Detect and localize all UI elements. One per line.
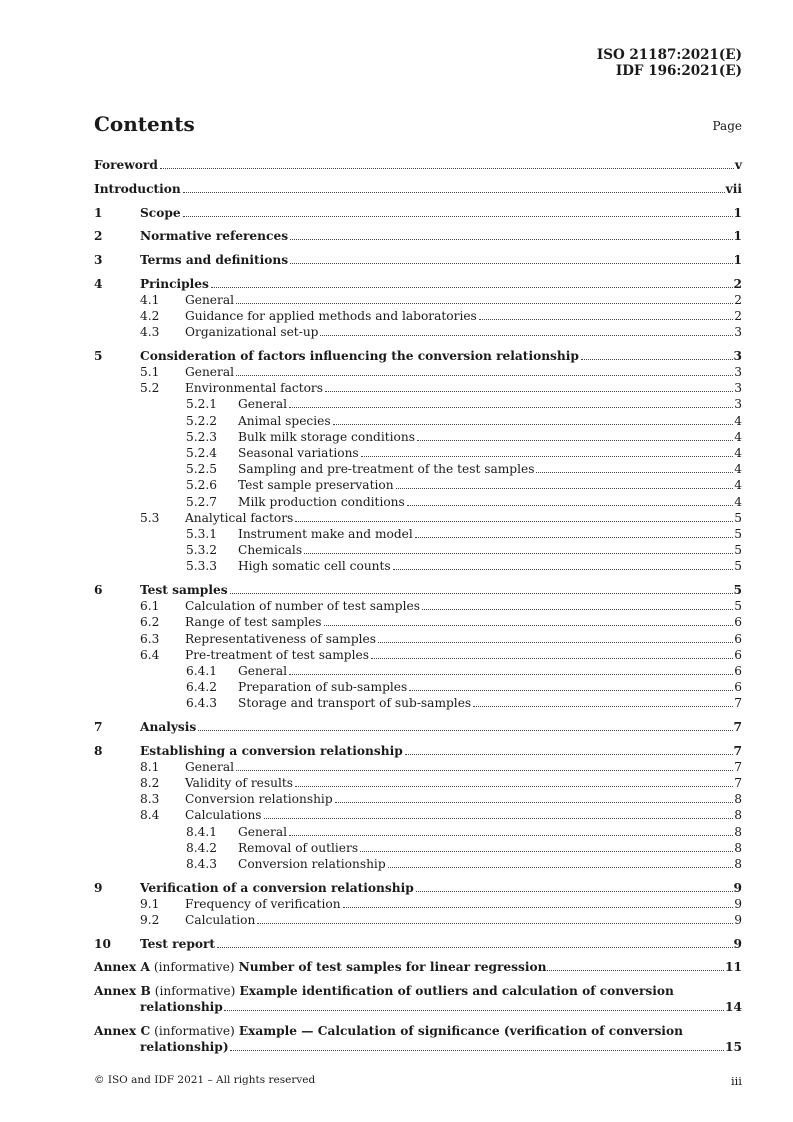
toc-entry-page: 5 [733,583,742,597]
toc-entry-page: 8 [734,857,742,871]
dot-leader [257,923,733,924]
toc-entry-page: 4 [734,494,742,509]
dot-leader [304,553,733,554]
page-column-label: Page [712,119,742,133]
dot-leader [335,802,734,803]
toc-entry[interactable] [94,444,742,460]
toc-entry[interactable] [94,460,742,476]
annex-title: Example identification of outliers and calculation of conversion [239,984,674,999]
annex-page: 15 [725,1040,742,1055]
toc-entry-page: 5 [734,559,742,574]
dot-leader [479,319,733,320]
toc-entry-number: 5.2.2 [186,413,218,428]
toc-entry-number: 8.3 [140,792,160,807]
toc-entry-title: Introduction [94,181,181,196]
toc-entry-title: Normative references [140,229,289,244]
dot-leader [405,754,733,755]
dot-leader [371,658,733,659]
toc-entry-number: 4.1 [140,292,160,307]
annex-page: 11 [725,960,742,975]
dot-leader [230,593,733,594]
toc-entry-title: Establishing a conversion relationship [140,743,403,758]
page-title: Contents [94,112,195,136]
toc-entry-title: Preparation of sub-samples [238,680,408,695]
toc-entry-title: Range of test samples [185,615,322,630]
toc-entry-title: Test report [140,936,216,951]
dot-leader [378,642,733,643]
toc-entry-title: Storage and transport of sub-samples [238,696,472,711]
toc-entry-title: Foreword [94,158,158,173]
toc-entry-number: 5.3.3 [186,559,218,574]
toc-entry-number: 4.2 [140,309,160,323]
toc-entry-page: 5 [734,510,742,525]
toc-entry-page: 8 [734,808,742,823]
toc-entry-page: v [734,158,742,173]
toc-entry-title: Milk production conditions [238,494,405,509]
toc-entry[interactable] [94,227,742,243]
dot-leader [183,192,725,193]
annex-note: (informative) [154,1024,235,1038]
toc-entry-title: Analysis [140,720,197,734]
dot-leader [417,440,733,441]
toc-entry-page: 7 [733,720,742,734]
dot-leader [333,424,734,425]
toc-entry-title: Instrument make and model [238,526,413,541]
toc-entry[interactable] [94,935,742,951]
annex-title-continued: relationship) [140,1040,229,1055]
dot-leader [236,375,733,376]
dot-leader [217,947,732,948]
toc-entry-title: General [238,397,287,412]
toc-entry-title: Environmental factors [185,381,324,396]
toc-entry[interactable] [94,613,742,629]
toc-entry-number: 6.1 [140,599,160,614]
annex-entry[interactable] [94,982,742,1014]
dot-leader [236,770,733,771]
toc-entry-title: Guidance for applied methods and laboratories [185,309,477,323]
toc-entry-number: 8.4.1 [186,824,218,839]
annex-title: Example — Calculation of significance (verification of conversion [238,1024,683,1038]
toc-entry[interactable] [94,525,742,541]
dot-leader [289,835,733,836]
toc-entry-title: Bulk milk storage conditions [238,429,415,444]
toc-entry-page: 6 [734,631,742,646]
toc-entry-number: 5 [94,348,103,363]
toc-entry-title: Seasonal variations [238,446,359,460]
toc-entry-number: 5.2.7 [186,494,218,509]
toc-entry-title: Calculation of number of test samples [185,599,420,614]
toc-entry[interactable] [94,790,742,806]
dot-leader [407,505,733,506]
toc-entry[interactable] [94,180,742,196]
toc-entry-number: 6.4.3 [186,696,218,711]
toc-entry-page: 6 [734,680,742,695]
dot-leader [416,891,733,892]
toc-entry-number: 5.3.1 [186,526,218,541]
dot-leader [324,625,734,626]
dot-leader [388,867,734,868]
annex-note: (informative) [153,960,235,975]
toc-entry[interactable] [94,911,742,927]
toc-entry-page: 1 [733,252,742,267]
toc-entry-title: General [185,759,234,774]
toc-entry-page: 6 [734,647,742,662]
toc-entry[interactable] [94,678,742,694]
annex-note: (informative) [154,984,236,999]
toc-entry[interactable] [94,895,742,911]
dot-leader [198,730,732,731]
toc-entry[interactable] [94,839,742,855]
toc-entry-page: 3 [734,397,742,412]
toc-entry-page: 2 [734,292,742,307]
toc-entry-page: 1 [733,229,742,244]
toc-entry-page: 3 [734,365,742,380]
dot-leader [183,216,733,217]
dot-leader [236,303,733,304]
toc-entry-page: vii [725,181,742,196]
toc-entry-page: 5 [734,543,742,558]
toc-entry-number: 7 [94,720,103,734]
toc-entry-title: Scope [140,205,181,220]
toc-entry-page: 3 [734,325,742,340]
toc-entry-number: 10 [94,936,111,951]
toc-entry-page: 5 [734,599,742,614]
toc-entry-page: 9 [733,936,742,951]
annex-label: Annex A [94,960,150,975]
toc-entry-number: 3 [94,252,103,267]
toc-entry-title: Consideration of factors influencing the conversion relationship [140,348,579,363]
annex-title-continued: relationship [140,1000,223,1015]
annex-label: Annex C [94,1024,151,1038]
dot-leader [393,569,734,570]
toc-entry[interactable] [94,694,742,710]
toc-entry-title: Sampling and pre-treatment of the test samples [238,462,535,477]
toc-entry[interactable] [94,274,742,290]
toc-entry[interactable] [94,629,742,645]
dot-leader [160,168,734,169]
toc-entry-page: 6 [734,615,742,630]
toc-entry-title: Calculation [185,913,256,928]
dot-leader [360,851,733,852]
toc-entry[interactable] [94,291,742,307]
dot-leader [290,263,732,264]
toc-entry-page: 9 [733,880,742,895]
toc-entry[interactable] [94,879,742,895]
toc-entry-title: Animal species [238,413,331,428]
toc-entry-number: 5.2 [140,381,160,396]
toc-entry-page: 8 [734,824,742,839]
toc-entry-page: 3 [733,348,742,363]
table-of-contents [94,156,742,1054]
dot-leader [325,391,733,392]
toc-entry-title: Representativeness of samples [185,631,377,646]
toc-entry-title: Analytical factors [185,510,294,525]
toc-entry[interactable] [94,822,742,838]
toc-entry[interactable] [94,742,742,758]
toc-entry[interactable] [94,509,742,525]
toc-entry[interactable] [94,492,742,508]
toc-entry-title: Conversion relationship [238,857,386,871]
toc-entry-number: 5.2.5 [186,462,218,477]
toc-entry-number: 8.4.3 [186,857,218,871]
toc-entry[interactable] [94,855,742,871]
toc-entry-number: 5.1 [140,365,160,380]
toc-entry-page: 1 [733,205,742,220]
toc-entry-title: General [185,292,234,307]
toc-entry-page: 9 [734,896,742,911]
toc-entry[interactable] [94,411,742,427]
toc-entry[interactable] [94,251,742,267]
toc-entry-title: Conversion relationship [185,792,333,807]
annex-entry[interactable] [94,1022,742,1054]
toc-entry-page: 7 [733,743,742,758]
toc-entry[interactable] [94,203,742,219]
dot-leader [473,706,733,707]
dot-leader [290,239,732,240]
dot-leader [409,690,733,691]
toc-entry-title: General [238,824,287,839]
toc-entry-number: 9.1 [140,896,160,911]
toc-entry-number: 4.3 [140,325,160,340]
toc-entry-number: 9.2 [140,913,160,928]
toc-entry-title: Organizational set-up [185,325,319,340]
toc-entry-page: 8 [734,840,742,855]
toc-entry-title: General [238,663,287,678]
toc-entry-page: 2 [734,309,742,323]
toc-entry-title: Pre-treatment of test samples [185,647,369,662]
toc-entry-title: Removal of outliers [238,840,359,855]
toc-entry-number: 5.3 [140,510,160,525]
toc-entry[interactable] [94,156,742,172]
toc-entry-number: 9 [94,880,103,895]
toc-entry-page: 9 [734,913,742,928]
toc-entry[interactable] [94,581,742,597]
toc-entry[interactable] [94,646,742,662]
dot-leader [295,521,733,522]
toc-entry-page: 4 [734,413,742,428]
toc-entry[interactable] [94,557,742,573]
toc-entry-number: 6.2 [140,615,160,630]
dot-leader [289,674,733,675]
dot-leader [547,970,724,971]
toc-entry-number: 6 [94,583,103,597]
dot-leader [415,537,733,538]
toc-entry[interactable] [94,347,742,363]
dot-leader [536,472,733,473]
toc-entry-title: Test samples [140,583,228,597]
toc-entry-page: 7 [734,776,742,791]
toc-entry-number: 8.4.2 [186,840,218,855]
toc-entry-number: 8 [94,743,103,758]
toc-entry-number: 5.2.3 [186,429,218,444]
toc-entry-title: Chemicals [238,543,303,558]
toc-entry-title: Principles [140,276,209,291]
toc-entry-title: General [185,365,234,380]
annex-label: Annex B [94,984,151,999]
toc-entry[interactable] [94,774,742,790]
toc-entry-title: High somatic cell counts [238,559,391,574]
toc-entry[interactable] [94,379,742,395]
toc-entry-number: 8.2 [140,776,160,791]
toc-entry-page: 5 [734,526,742,541]
iso-number: ISO 21187:2021(E) [596,47,742,63]
dot-leader [320,335,733,336]
toc-entry-page: 4 [734,462,742,477]
toc-entry-page: 3 [734,381,742,396]
toc-entry[interactable] [94,476,742,492]
dot-leader [289,407,733,408]
toc-entry[interactable] [94,806,742,822]
annex-title: Number of test samples for linear regression [238,960,547,975]
toc-entry-page: 4 [734,446,742,460]
toc-entry-number: 6.3 [140,631,160,646]
toc-entry-page: 4 [734,478,742,493]
idf-number: IDF 196:2021(E) [615,62,742,79]
dot-leader [211,287,733,288]
toc-entry-number: 1 [94,205,103,220]
toc-entry-number: 5.2.4 [186,446,218,460]
toc-entry[interactable] [94,395,742,411]
toc-entry-title: Test sample preservation [238,478,394,493]
dot-leader [422,609,733,610]
toc-entry-page: 7 [734,696,742,711]
dot-leader [581,359,733,360]
toc-entry-number: 6.4.1 [186,663,218,678]
dot-leader [224,1010,724,1011]
toc-entry-number: 2 [94,229,103,244]
toc-entry-page: 4 [734,429,742,444]
dot-leader [343,907,734,908]
document-header [597,48,742,79]
toc-entry-number: 5.2.1 [186,397,218,412]
toc-entry[interactable] [94,597,742,613]
toc-entry-title: Validity of results [185,776,294,791]
annex-entry[interactable] [94,958,742,974]
toc-entry-title: Calculations [185,808,262,823]
toc-entry-number: 8.4 [140,808,160,823]
toc-entry-title: Verification of a conversion relationship [140,880,414,895]
dot-leader [396,488,734,489]
toc-entry[interactable] [94,323,742,339]
toc-entry-number: 6.4 [140,647,160,662]
dot-leader [361,456,734,457]
toc-entry[interactable] [94,307,742,323]
toc-entry-page: 6 [734,663,742,678]
toc-entry[interactable] [94,662,742,678]
annex-page: 14 [725,1000,742,1015]
toc-entry-page: 7 [734,759,742,774]
dot-leader [295,786,733,787]
toc-entry-title: Terms and definitions [140,252,289,267]
dot-leader [230,1050,724,1051]
toc-entry-number: 8.1 [140,759,160,774]
toc-entry[interactable] [94,428,742,444]
dot-leader [264,818,734,819]
toc-entry-number: 5.3.2 [186,543,218,558]
toc-entry[interactable] [94,758,742,774]
toc-entry-page: 8 [734,792,742,807]
toc-entry-number: 6.4.2 [186,680,218,695]
toc-entry[interactable] [94,541,742,557]
toc-entry[interactable] [94,363,742,379]
copyright-notice: © ISO and IDF 2021 – All rights reserved [94,1074,316,1086]
toc-entry-number: 5.2.6 [186,478,218,493]
toc-entry[interactable] [94,718,742,734]
page-number: iii [730,1074,742,1088]
toc-entry-title: Frequency of verification [185,896,341,911]
toc-entry-page: 2 [733,276,742,291]
toc-entry-number: 4 [94,276,103,291]
